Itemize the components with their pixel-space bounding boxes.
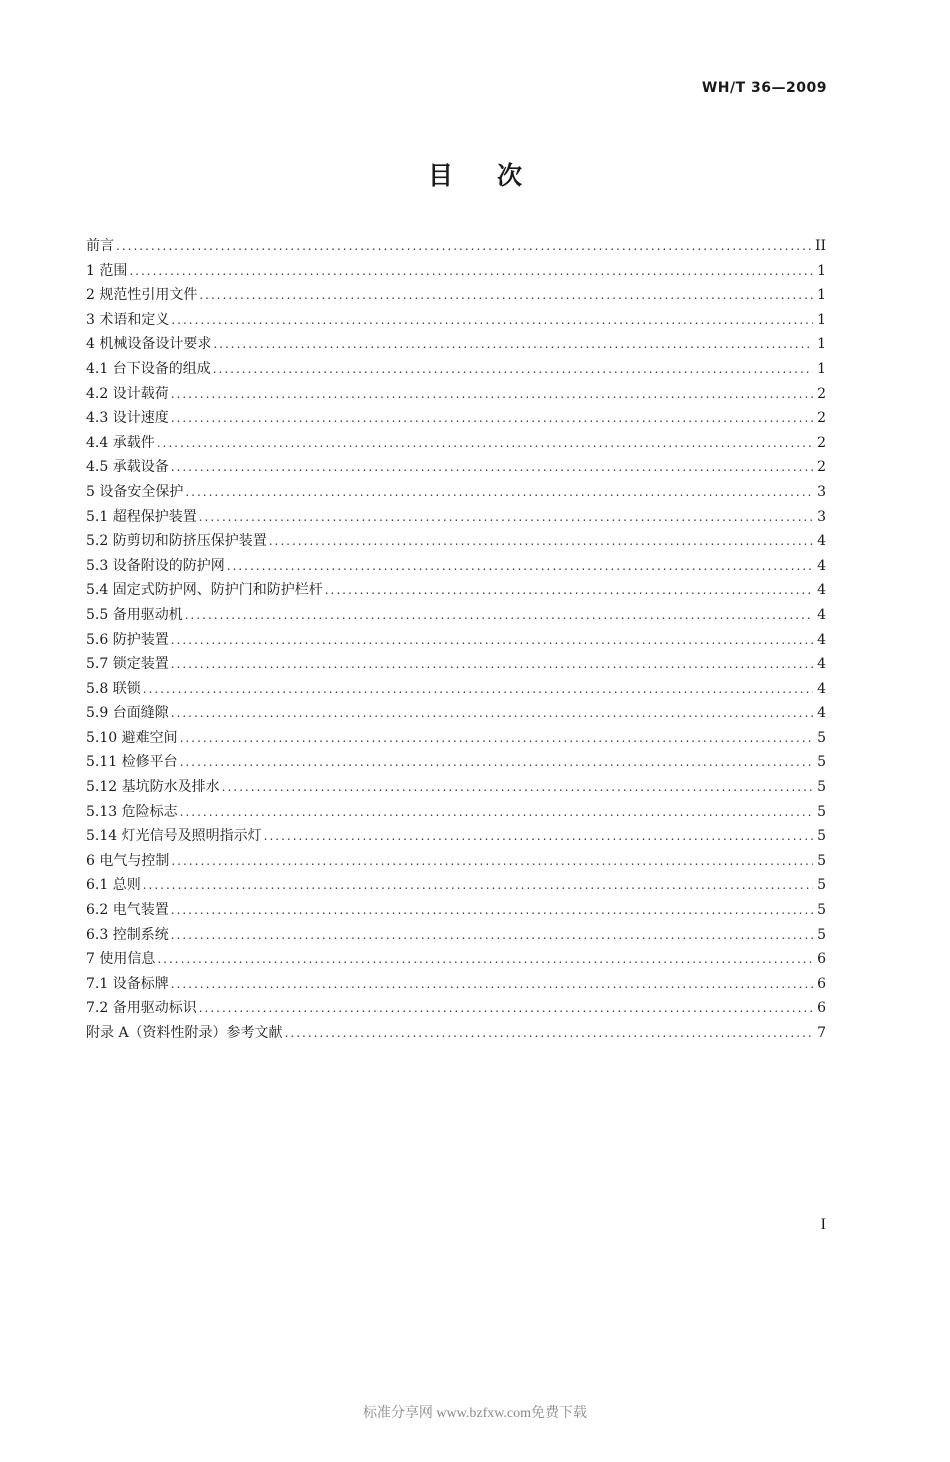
toc-entry[interactable] [86, 849, 826, 874]
toc-entry-label: 附录 A（资料性附录）参考文献 [86, 1025, 283, 1041]
toc-entry-label: 4.4 承载件 [86, 434, 155, 451]
toc-entry[interactable] [86, 1021, 826, 1046]
toc-entry-page: 5 [817, 754, 826, 771]
dot-leader [171, 628, 813, 653]
toc-entry-page: 6 [817, 1000, 826, 1017]
toc-entry-label: 7 使用信息 [86, 951, 156, 968]
watermark-text: 标准分享网 www.bzfxw.com免费下载 [362, 1406, 588, 1421]
dot-leader [129, 259, 813, 284]
dot-leader [285, 1021, 814, 1046]
toc-entry[interactable] [86, 726, 826, 751]
toc-entry-page: 2 [817, 410, 826, 427]
dot-leader [213, 357, 813, 382]
dot-leader [171, 406, 813, 431]
toc-entry[interactable] [86, 357, 826, 382]
toc-entry[interactable] [86, 382, 826, 407]
toc-entry[interactable] [86, 824, 826, 849]
toc-entry-page: 4 [817, 631, 826, 648]
toc-entry[interactable] [86, 431, 826, 456]
toc-entry-label: 7.1 设备标牌 [86, 975, 169, 992]
toc-entry-label: 5.13 危险标志 [86, 803, 178, 820]
toc-entry[interactable] [86, 480, 826, 505]
toc-entry-page: 3 [817, 508, 826, 525]
toc-entry[interactable] [86, 455, 826, 480]
dot-leader [199, 505, 813, 530]
dot-leader [269, 529, 813, 554]
dot-leader [171, 652, 813, 677]
toc-entry-page: 3 [817, 483, 826, 500]
toc-entry[interactable] [86, 677, 826, 702]
toc-entry-label: 5.1 超程保护装置 [86, 508, 197, 525]
dot-leader [180, 750, 813, 775]
toc-entry[interactable] [86, 259, 826, 284]
toc-entry[interactable] [86, 234, 826, 259]
toc-entry-label: 5.3 设备附设的防护网 [86, 557, 225, 574]
toc-entry-label: 6.3 控制系统 [86, 926, 169, 943]
toc-entry-page: 5 [817, 803, 826, 820]
toc-entry-label: 6.2 电气装置 [86, 902, 169, 919]
toc-entry-label: 5.9 台面缝隙 [86, 705, 169, 722]
toc-entry-page: 5 [817, 926, 826, 943]
toc-entry-label: 7.2 备用驱动标识 [86, 1000, 197, 1017]
toc-entry[interactable] [86, 923, 826, 948]
toc-entry-label: 5.7 锁定装置 [86, 656, 169, 673]
toc-entry-label: 5.2 防剪切和防挤压保护装置 [86, 533, 267, 550]
toc-entry-page: 7 [817, 1025, 826, 1041]
toc-entry[interactable] [86, 406, 826, 431]
toc-entry-page: 4 [817, 582, 826, 599]
toc-entry[interactable] [86, 283, 826, 308]
dot-leader [171, 308, 813, 333]
toc-entry-page: 1 [817, 336, 826, 353]
toc-entry-label: 4 机械设备设计要求 [86, 336, 212, 353]
toc-entry[interactable] [86, 873, 826, 898]
dot-leader [180, 800, 813, 825]
dot-leader [143, 873, 813, 898]
toc-entry-page: 5 [817, 828, 826, 845]
toc-entry[interactable] [86, 505, 826, 530]
toc-entry-page: 1 [817, 262, 826, 279]
toc-entry-label: 6 电气与控制 [86, 852, 170, 869]
toc-entry-page: 1 [817, 311, 826, 328]
toc-entry-page: 4 [817, 680, 826, 697]
toc-entry[interactable] [86, 529, 826, 554]
toc-entry-label: 2 规范性引用文件 [86, 287, 198, 304]
dot-leader [171, 701, 813, 726]
table-of-contents [86, 234, 826, 1046]
dot-leader [227, 554, 813, 579]
toc-entry-label: 5.6 防护装置 [86, 631, 169, 648]
dot-leader [180, 726, 813, 751]
toc-entry-page: 4 [817, 656, 826, 673]
toc-entry-page: 5 [817, 902, 826, 919]
dot-leader [171, 849, 813, 874]
toc-entry-label: 5.8 联锁 [86, 680, 141, 697]
page-number: I [820, 1216, 826, 1233]
toc-entry-page: 5 [817, 877, 826, 894]
dot-leader [222, 775, 813, 800]
dot-leader [213, 332, 813, 357]
toc-entry[interactable] [86, 800, 826, 825]
toc-entry-page: 4 [817, 606, 826, 623]
toc-entry[interactable] [86, 775, 826, 800]
toc-entry-label: 3 术语和定义 [86, 311, 170, 328]
toc-entry[interactable] [86, 332, 826, 357]
toc-entry-page: 5 [817, 852, 826, 869]
toc-entry-page: 1 [817, 287, 826, 304]
toc-entry[interactable] [86, 701, 826, 726]
toc-entry-page: 4 [817, 533, 826, 550]
toc-entry-label: 5.11 检修平台 [86, 754, 178, 771]
toc-entry-page: 5 [817, 779, 826, 796]
toc-entry-page: II [814, 238, 826, 254]
dot-leader [171, 898, 813, 923]
toc-entry[interactable] [86, 996, 826, 1021]
dot-leader [171, 972, 813, 997]
toc-entry-label: 1 范围 [86, 262, 128, 279]
toc-entry-page: 6 [817, 951, 826, 968]
dot-leader [157, 431, 813, 456]
dot-leader [199, 996, 813, 1021]
toc-entry-label: 5.10 避难空间 [86, 729, 178, 746]
toc-entry-page: 1 [817, 360, 826, 377]
toc-title: 目次 [427, 161, 566, 190]
dot-leader [157, 947, 813, 972]
toc-entry[interactable] [86, 750, 826, 775]
toc-entry-label: 4.3 设计速度 [86, 410, 169, 427]
toc-entry[interactable] [86, 554, 826, 579]
toc-entry-label: 5.14 灯光信号及照明指示灯 [86, 828, 262, 845]
dot-leader [325, 578, 813, 603]
toc-entry[interactable] [86, 628, 826, 653]
toc-entry-label: 5.12 基坑防水及排水 [86, 779, 220, 796]
toc-entry-page: 2 [817, 434, 826, 451]
toc-entry-label: 6.1 总则 [86, 877, 141, 894]
dot-leader [116, 234, 811, 259]
standard-code: WH/T 36—2009 [701, 80, 827, 96]
toc-entry-label: 4.1 台下设备的组成 [86, 360, 211, 377]
toc-entry-page: 2 [817, 385, 826, 402]
toc-entry[interactable] [86, 652, 826, 677]
toc-entry-label: 前言 [86, 238, 114, 254]
toc-entry[interactable] [86, 972, 826, 997]
toc-entry-label: 5.5 备用驱动机 [86, 606, 183, 623]
toc-entry-label: 4.2 设计载荷 [86, 385, 169, 402]
toc-entry-label: 4.5 承载设备 [86, 459, 169, 476]
toc-entry[interactable] [86, 603, 826, 628]
dot-leader [264, 824, 813, 849]
dot-leader [171, 455, 813, 480]
toc-entry-page: 2 [817, 459, 826, 476]
toc-entry[interactable] [86, 947, 826, 972]
dot-leader [143, 677, 813, 702]
toc-entry-page: 6 [817, 975, 826, 992]
dot-leader [185, 480, 813, 505]
toc-entry-page: 4 [817, 705, 826, 722]
toc-entry[interactable] [86, 308, 826, 333]
toc-entry-label: 5 设备安全保护 [86, 483, 184, 500]
toc-entry-page: 5 [817, 729, 826, 746]
dot-leader [171, 923, 813, 948]
toc-entry[interactable] [86, 898, 826, 923]
dot-leader [171, 382, 813, 407]
toc-entry-label: 5.4 固定式防护网、防护门和防护栏杆 [86, 582, 323, 599]
toc-entry-page: 4 [817, 557, 826, 574]
dot-leader [199, 283, 813, 308]
toc-entry[interactable] [86, 578, 826, 603]
dot-leader [185, 603, 813, 628]
